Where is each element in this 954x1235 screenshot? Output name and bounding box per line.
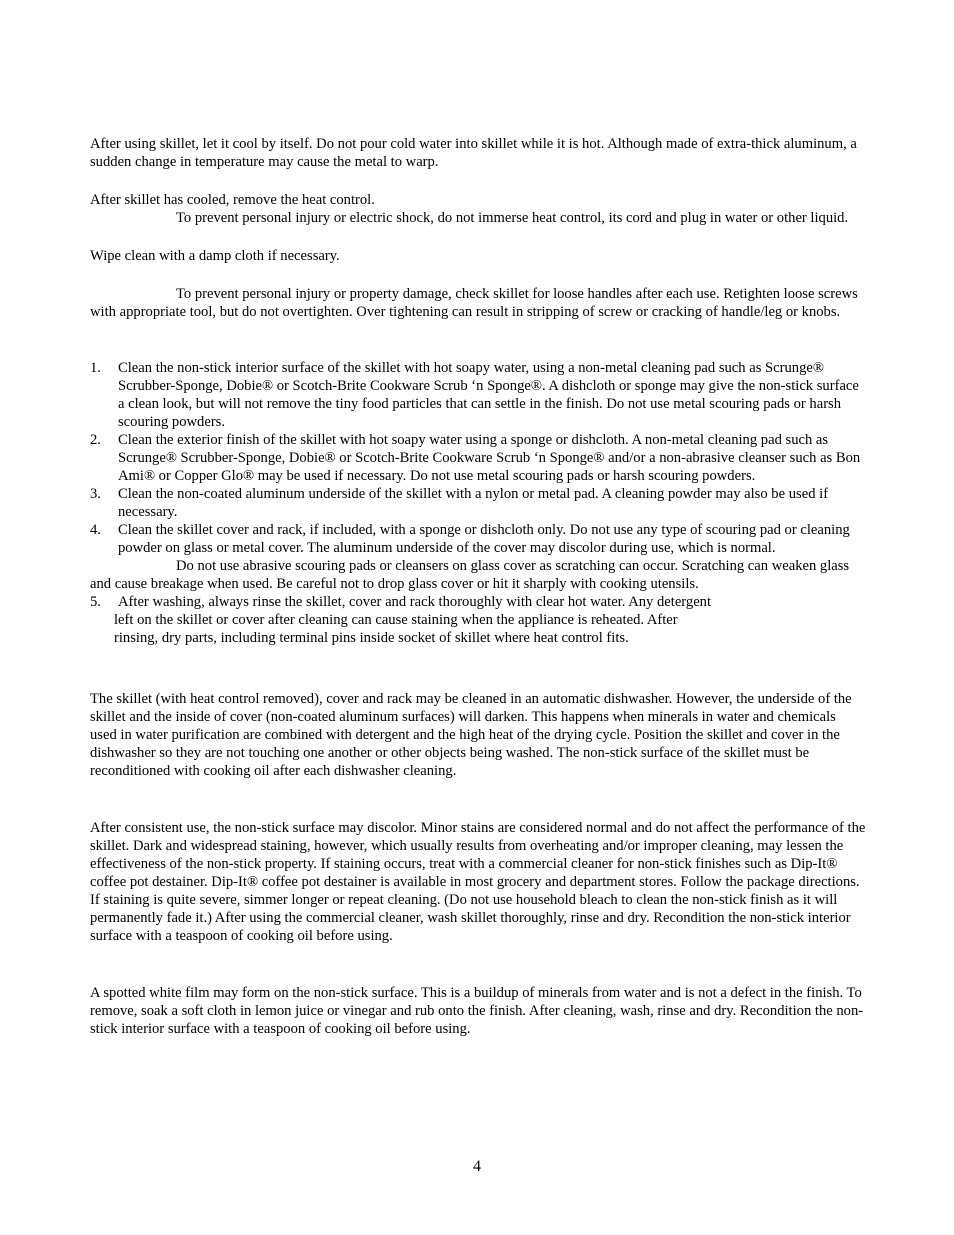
- dishwasher-paragraph: The skillet (with heat control removed), cover and rack may be cleaned in an automatic dishwasher. However, the underside of the skillet and the inside of cover (non-coated aluminum surfaces) will darken. This happens when minerals in water and chemicals used in water purification are combined with detergent and the high heat of the drying cycle. Position the skillet and cover in the dishwasher so they are not touching one another or other objects being washed. The non-stick surface of the skillet must be reconditioned with cooking oil after each dishwasher cleaning.: [90, 691, 852, 779]
- remove-heat-control-paragraph: After skillet has cooled, remove the heat control.: [90, 192, 375, 208]
- loose-handles-warning: To prevent personal injury or property damage, check skillet for loose handles after each use. Retighten loose screws with appropriate tool, but do not overtighten. Over tightening can result in stripping of screw or cracking of handle/leg or knobs.: [90, 286, 858, 320]
- list-item: [90, 521, 866, 557]
- wipe-clean-paragraph: Wipe clean with a damp cloth if necessary.: [90, 248, 340, 264]
- glass-cover-warning: Do not use abrasive scouring pads or cleansers on glass cover as scratching can occur. Scratching can weaken glass and cause breakage when used. Be careful not to drop glass cover or hit it sharply with cooking utensils.: [90, 558, 850, 592]
- step-5-line-3: rinsing, dry parts, including terminal pins inside socket of skillet where heat control fits.: [114, 630, 629, 646]
- list-item-text: Clean the exterior finish of the skillet with hot soapy water using a sponge or dishcloth. A non-metal cleaning pad such as Scrunge® Scrubber-Sponge, Dobie® or Scotch-Brite Cookware Scrub ‘n Sponge® and/or a non-abrasive cleanser such as Bon Ami® or Copper Glo® may be used if necessary. Do not use metal scouring pads or harsh scouring powders.: [118, 432, 861, 484]
- step-5: [90, 593, 866, 647]
- white-film-paragraph: A spotted white film may form on the non-stick surface. This is a buildup of minerals from water and is not a defect in the finish. To remove, soak a soft cloth in lemon juice or vinegar and rub onto the finish. After cleaning, wash, rinse and dry. Recondition the non-stick interior surface with a teaspoon of cooking oil before using.: [90, 985, 864, 1037]
- page-number: 4: [473, 1158, 481, 1175]
- list-item: [90, 485, 866, 521]
- list-item-number: 4.: [90, 522, 101, 538]
- electric-shock-warning: To prevent personal injury or electric shock, do not immerse heat control, its cord and plug in water or other liquid.: [176, 210, 849, 226]
- cleaning-steps-list: [90, 359, 866, 557]
- step-5-line-2: left on the skillet or cover after cleaning can cause staining when the appliance is reheated. After: [114, 612, 678, 628]
- document-body: [90, 135, 866, 1038]
- list-item-text: Clean the non-stick interior surface of the skillet with hot soapy water, using a non-metal cleaning pad such as Scrunge® Scrubber-Sponge, Dobie® or Scotch-Brite Cookware Scrub ‘n Sponge®. A dishcloth or sponge may give the non-stick surface a clean look, but will not remove the tiny food particles that can settle in the finish. Do not use metal scouring pads or harsh scouring powders.: [118, 360, 859, 430]
- list-item-text: Clean the skillet cover and rack, if included, with a sponge or dishcloth only. Do not use any type of scouring pad or cleaning powder on glass or metal cover. The aluminum underside of the cover may discolor during use, which is normal.: [118, 522, 850, 556]
- list-item-number: 5.: [90, 594, 101, 610]
- list-item-number: 1.: [90, 360, 101, 376]
- list-item-number: 3.: [90, 486, 101, 502]
- list-item-number: 2.: [90, 432, 101, 448]
- cooling-paragraph: After using skillet, let it cool by itself. Do not pour cold water into skillet while it is hot. Although made of extra-thick aluminum, a sudden change in temperature may cause the metal to warp.: [90, 136, 857, 170]
- discoloration-paragraph: After consistent use, the non-stick surface may discolor. Minor stains are considered normal and do not affect the performance of the skillet. Dark and widespread staining, however, which usually results from overheating and/or improper cleaning, may lessen the effectiveness of the non-stick property. If staining occurs, treat with a commercial cleaner for non-stick finishes such as Dip-It® coffee pot destainer. Dip-It® coffee pot destainer is available in most grocery and department stores. Follow the package directions. If staining is quite severe, simmer longer or repeat cleaning. (Do not use household bleach to clean the non-stick finish as it will permanently fade it.) After using the commercial cleaner, wash skillet thoroughly, rinse and dry. Recondition the non-stick interior surface with a teaspoon of cooking oil before using.: [90, 820, 866, 944]
- list-item: [90, 359, 866, 431]
- step-5-line-1: After washing, always rinse the skillet, cover and rack thoroughly with clear hot water. Any detergent: [118, 594, 712, 610]
- list-item-text: Clean the non-coated aluminum underside of the skillet with a nylon or metal pad. A cleaning powder may also be used if necessary.: [118, 486, 829, 520]
- list-item: [90, 431, 866, 485]
